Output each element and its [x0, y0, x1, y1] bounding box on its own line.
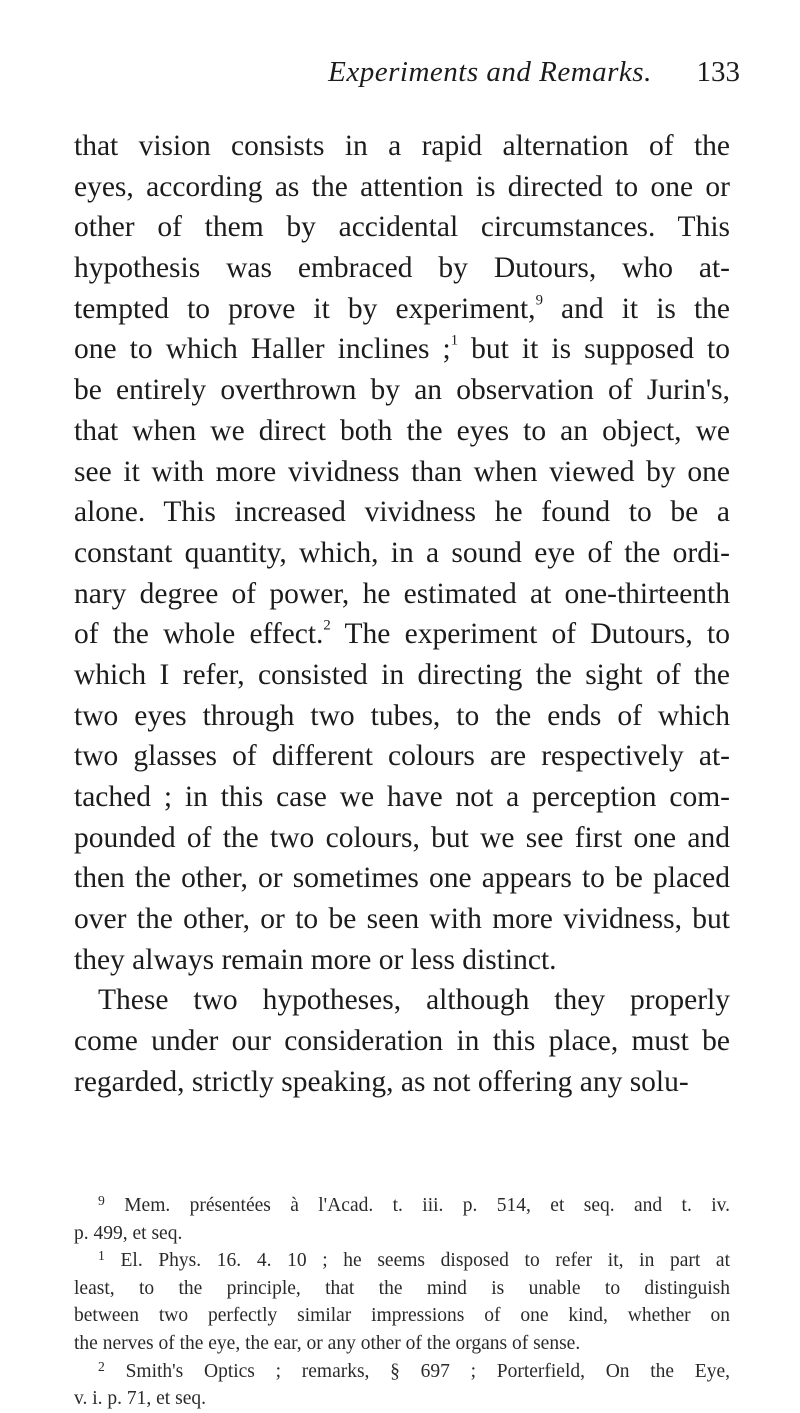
footnote-ref: 1 — [450, 333, 459, 350]
footnote-line — [74, 1247, 730, 1275]
body-line-text: regarded, strictly speaking, as not offering any solu- — [74, 1065, 689, 1098]
footnote-line — [74, 1302, 730, 1330]
body-line — [74, 614, 730, 655]
body-line-text: nary degree of power, he estimated at one-thirteenth — [74, 577, 730, 610]
body-line — [74, 492, 730, 533]
footnote-line — [74, 1275, 730, 1303]
body-line-text: alone. This increased vividness he found to be a — [74, 496, 730, 529]
body-line-text: hypothesis was embraced by Dutours, who at- — [74, 252, 730, 285]
running-header — [60, 56, 740, 92]
body-line — [74, 411, 730, 452]
body-line — [74, 574, 730, 615]
footnote-line — [74, 1330, 730, 1358]
body-line-text: which I refer, consisted in directing the sight of the — [74, 658, 730, 691]
footnote-text: between two perfectly similar impressions of one kind, whether on — [74, 1305, 730, 1327]
body-line — [74, 1062, 730, 1103]
body-line — [74, 207, 730, 248]
body-line — [74, 899, 730, 940]
body-line-text: of the whole effect. — [74, 618, 324, 651]
body-line — [74, 818, 730, 859]
footnote-line — [74, 1220, 730, 1248]
body-line-text: and it is the — [542, 292, 731, 325]
body-line-text: eyes, according as the attention is directed to one or — [74, 170, 730, 203]
body-line-text: come under our consideration in this place, must be — [74, 1025, 730, 1058]
body-line — [74, 858, 730, 899]
body-line-text: see it with more vividness than when viewed by one — [74, 455, 730, 488]
body-line — [74, 452, 730, 493]
body-line-text: be entirely overthrown by an observation of Jurin's, — [74, 374, 730, 407]
body-line — [74, 980, 730, 1021]
body-line-text: constant quantity, which, in a sound eye of the ordi- — [74, 536, 730, 569]
footnote-line — [74, 1358, 730, 1386]
body-line — [74, 370, 730, 411]
footnote-text: least, to the principle, that the mind is unable to distinguish — [74, 1277, 730, 1299]
body-line — [74, 248, 730, 289]
footnote-line — [74, 1385, 730, 1413]
footnote-text: El. Phys. 16. 4. 10 ; he seems disposed to refer it, in part at — [120, 1250, 731, 1272]
body-line-text: two glasses of different colours are respectively at- — [74, 740, 730, 773]
footnote-line — [74, 1192, 730, 1220]
running-title: Experiments and Remarks. — [328, 56, 652, 88]
footnote-marker: 2 — [98, 1358, 105, 1374]
body-line — [74, 696, 730, 737]
body-line — [74, 1021, 730, 1062]
body-line-text: two eyes through two tubes, to the ends of which — [74, 699, 730, 732]
body-line — [74, 736, 730, 777]
body-line-text: The experiment of Dutours, to — [330, 618, 730, 651]
body-line-text: that vision consists in a rapid alternation of the — [74, 130, 730, 162]
body-line — [74, 126, 730, 167]
body-line — [74, 289, 730, 330]
body-text — [74, 126, 730, 1103]
body-line-text: tempted to prove it by experiment, — [74, 292, 536, 325]
footnote-text: the nerves of the eye, the ear, or any other of the organs of sense. — [74, 1332, 581, 1354]
body-line — [74, 940, 730, 981]
body-line-text: one to which Haller inclines ; — [74, 333, 451, 366]
body-line-text: tached ; in this case we have not a perception com- — [74, 781, 730, 813]
footnote-ref: 9 — [535, 292, 543, 309]
footnote-text: p. 499, et seq. — [74, 1222, 183, 1244]
footnote-ref: 2 — [323, 617, 331, 634]
body-line — [74, 533, 730, 574]
body-line-text: over the other, or to be seen with more vividness, but — [74, 903, 730, 936]
body-line — [74, 655, 730, 696]
body-line-text: pounded of the two colours, but we see first one and — [74, 821, 730, 854]
body-line-text: but it is supposed to — [458, 333, 730, 366]
footnote-marker: 1 — [98, 1248, 105, 1264]
body-line-text: other of them by accidental circumstances. This — [74, 211, 730, 244]
footnote-marker: 9 — [98, 1192, 105, 1208]
footnote-text: Smith's Optics ; remarks, § 697 ; Porterfield, On the Eye, — [125, 1360, 731, 1382]
body-line-text: they always remain more or less distinct. — [74, 943, 557, 976]
body-line-text: These two hypotheses, although they properly — [98, 984, 730, 1017]
footnote-text: Mem. présentées à l'Acad. t. iii. p. 514, et seq. and t. iv. — [124, 1195, 731, 1216]
body-line — [74, 329, 730, 370]
body-line — [74, 167, 730, 208]
page-number: 133 — [696, 56, 740, 88]
body-line — [74, 777, 730, 818]
body-line-text: that when we direct both the eyes to an object, we — [74, 414, 730, 447]
body-line-text: then the other, or sometimes one appears to be placed — [74, 862, 730, 895]
footnote-text: v. i. p. 71, et seq. — [74, 1388, 206, 1410]
footnotes — [74, 1192, 730, 1413]
